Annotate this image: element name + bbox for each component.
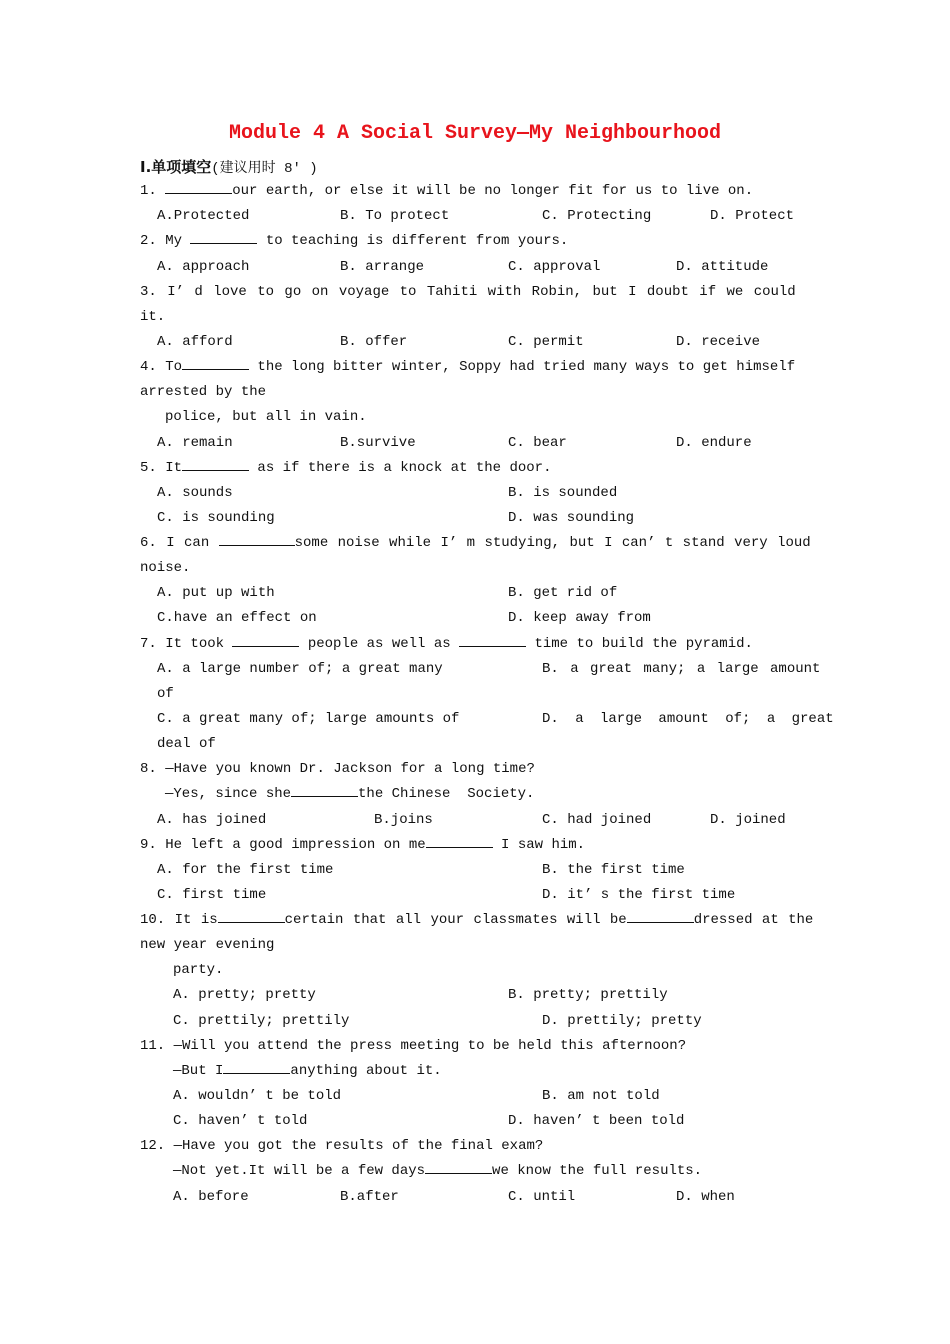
option-a: A. for the first time [157,862,334,878]
question-12-reply [173,1159,702,1184]
question-number: 2. [140,233,157,249]
option-a: A. approach [157,259,250,275]
stem-text: To [156,359,183,375]
option-b: B. arrange [340,259,425,275]
question-12-stem [140,1134,543,1159]
question-number: 11. [140,1038,166,1054]
answer-blank [425,1159,492,1174]
question-number: 5. [140,460,157,476]
stem-text: some noise while I’ m studying, but I can’ t stand very loud [294,535,811,551]
option-a: A. sounds [157,485,233,501]
option-c: C. a great many of; large amounts of [157,711,460,727]
option-d: D. when [676,1189,735,1205]
question-number: 9. [140,837,157,853]
stem-text: —But I [173,1063,224,1079]
stem-text: It took [156,636,233,652]
stem-text: time to build the pyramid. [526,636,753,652]
option-d: D. receive [676,334,761,350]
option-d: D. haven’ t been told [508,1113,685,1129]
stem-text: —Have you got the results of the final exam? [165,1138,544,1154]
option-c: C.have an effect on [157,610,317,626]
option-b: B. is sounded [508,485,618,501]
question-9-stem [140,833,585,858]
stem-text: certain that all your classmates will be [284,912,627,928]
option-d: D. endure [676,435,752,451]
question-3-stem-cont: it. [140,309,166,325]
stem-text: He left a good impression on me [156,837,426,853]
question-number: 12. [140,1138,166,1154]
section-note: (建议用时 8′ ) [211,161,318,177]
option-c: C. first time [157,887,267,903]
stem-text: It [156,460,183,476]
option-b: B. am not told [542,1088,660,1104]
question-11-stem [140,1034,686,1059]
question-10-stem-cont2: party. [173,962,224,978]
stem-text: our earth, or else it will be no longer fit for us to live on. [232,183,754,199]
option-b-cont: of [157,686,174,702]
option-d: D. a large amount of; a great [542,711,834,727]
stem-text: we know the full results. [492,1163,703,1179]
question-number: 1. [140,183,157,199]
option-c: C. had joined [542,812,652,828]
stem-text: —Yes, since she [165,786,292,802]
stem-text: My [156,233,191,249]
answer-blank [459,632,526,647]
stem-text: dressed at the [693,912,814,928]
option-c: C. Protecting [542,208,652,224]
option-b: B.joins [374,812,433,828]
option-b: B. the first time [542,862,685,878]
option-b: B. To protect [340,208,450,224]
page-title: Module 4 A Social Survey—My Neighbourhood [228,122,722,145]
answer-blank [190,229,257,244]
option-c: C. bear [508,435,567,451]
option-a: A. pretty; pretty [173,987,316,1003]
option-d: D. attitude [676,259,769,275]
question-number: 4. [140,359,157,375]
option-d: D. joined [710,812,786,828]
stem-text: —Not yet.It will be a few days [173,1163,426,1179]
stem-text: to teaching is different from yours. [257,233,569,249]
option-a: A. put up with [157,585,275,601]
option-b: B.survive [340,435,416,451]
stem-text [157,183,165,199]
option-d: D. it’ s the first time [542,887,736,903]
option-c: C. is sounding [157,510,275,526]
answer-blank [165,179,232,194]
question-4-stem-cont: arrested by the [140,384,267,400]
option-a: A. has joined [157,812,267,828]
question-4-stem [140,355,795,380]
option-a: A. afford [157,334,233,350]
question-5-stem [140,456,551,481]
answer-blank [182,355,249,370]
answer-blank [218,908,285,923]
stem-text: I can [156,535,219,551]
option-d-cont: deal of [157,736,216,752]
option-b: B. get rid of [508,585,618,601]
option-b: B. pretty; prettily [508,987,668,1003]
question-number: 8. [140,761,157,777]
option-a: A. wouldn’ t be told [173,1088,342,1104]
question-7-stem [140,632,753,657]
question-2-stem [140,229,568,254]
option-c: C. until [508,1189,576,1205]
option-a: A. before [173,1189,249,1205]
answer-blank [182,456,249,471]
question-11-reply [173,1059,442,1084]
option-d: D. was sounding [508,510,635,526]
question-10-stem-cont: new year evening [140,937,275,953]
option-c: C. approval [508,259,601,275]
question-8-reply [165,782,534,807]
option-c: C. haven’ t told [173,1113,308,1129]
section-label: Ⅰ.单项填空 [140,158,212,176]
section-heading [140,156,318,177]
answer-blank [627,908,694,923]
option-b: B. offer [340,334,408,350]
option-d: D. Protect [710,208,795,224]
stem-text: anything about it. [290,1063,442,1079]
answer-blank [219,531,295,546]
option-c: C. prettily; prettily [173,1013,350,1029]
stem-text: people as well as [299,636,460,652]
stem-text: —Will you attend the press meeting to be held this afternoon? [165,1038,687,1054]
stem-text: as if there is a knock at the door. [249,460,552,476]
question-8-stem [140,757,535,782]
question-number: 3. [140,284,157,300]
stem-text: the long bitter winter, Soppy had tried many ways to get himself [249,359,796,375]
question-4-stem-cont2: police, but all in vain. [165,409,367,425]
question-10-stem [140,908,813,933]
option-c: C. permit [508,334,584,350]
question-1-stem [140,179,753,204]
option-d: D. prettily; pretty [542,1013,702,1029]
stem-text: —Have you known Dr. Jackson for a long time? [156,761,535,777]
option-a: A. remain [157,435,233,451]
answer-blank [426,833,493,848]
stem-text: the Chinese Society. [358,786,535,802]
question-6-stem [140,531,811,556]
option-d: D. keep away from [508,610,651,626]
answer-blank [223,1059,290,1074]
option-b: B.after [340,1189,399,1205]
option-a: A.Protected [157,208,250,224]
question-number: 7. [140,636,157,652]
stem-text: I saw him. [492,837,586,853]
option-b: B. a great many; a large amount [542,661,821,677]
question-number: 10. [140,912,166,928]
answer-blank [232,632,299,647]
question-3-stem [140,280,796,305]
stem-text: I’ d love to go on voyage to Tahiti with Robin, but I doubt if we could [156,284,796,300]
question-number: 6. [140,535,157,551]
question-6-stem-cont: noise. [140,560,191,576]
stem-text: It is [165,912,218,928]
option-a: A. a large number of; a great many [157,661,443,677]
answer-blank [291,782,358,797]
